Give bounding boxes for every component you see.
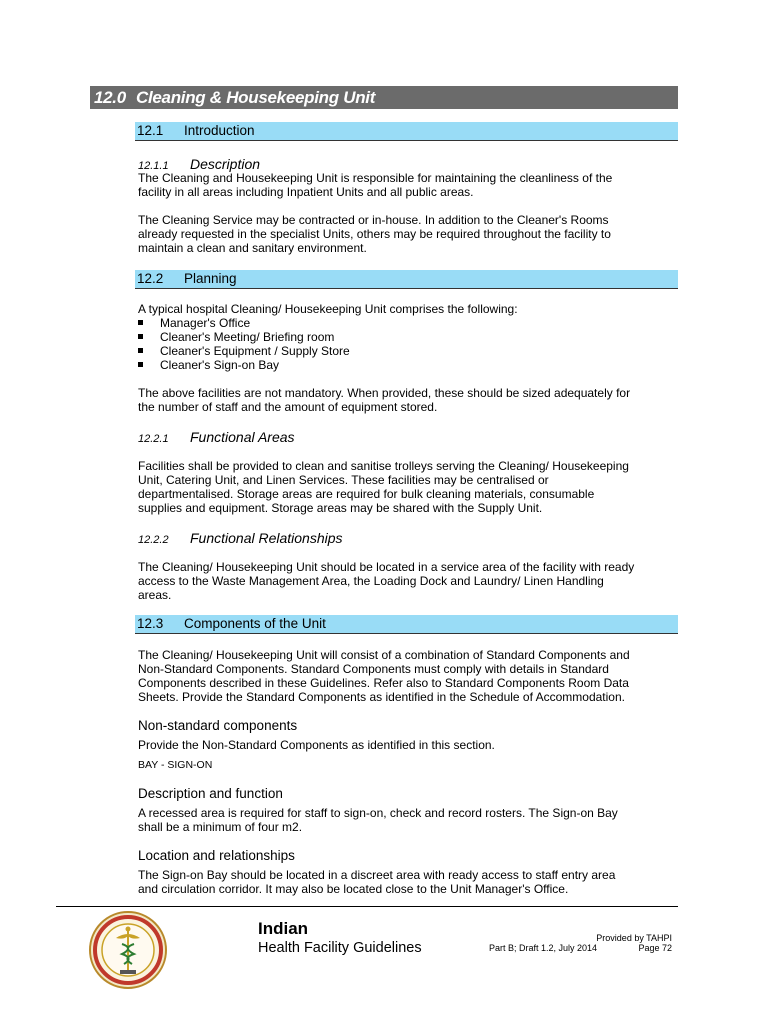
text-line: The Cleaning/ Housekeeping Unit should be located in a service area of the facility with ready (138, 560, 635, 574)
text-line: supplies and equipment. Storage areas may be shared with the Supply Unit. (138, 501, 543, 515)
text-line: The above facilities are not mandatory. When provided, these should be sized adequately for (138, 386, 631, 400)
chapter-number: 12.0 (94, 88, 126, 107)
subsection-title: Functional Relationships (190, 530, 343, 546)
text-line: maintain a clean and sanitary environment. (138, 241, 367, 255)
subsection-number: 12.2.2 (138, 534, 169, 546)
components-paragraph (138, 648, 678, 704)
bullet-icon (138, 362, 143, 367)
section-number: 12.1 (137, 123, 164, 138)
text-line: The Cleaning/ Housekeeping Unit will consist of a combination of Standard Components and (138, 648, 630, 662)
section-title: Planning (184, 271, 237, 286)
bay-sign-on-label: BAY - SIGN-ON (138, 759, 213, 771)
text-line: Facilities shall be provided to clean and sanitise trolleys serving the Cleaning/ Housekeeping (138, 459, 629, 473)
text-line: shall be a minimum of four m2. (138, 820, 303, 834)
subsection-number: 12.2.1 (138, 433, 169, 445)
chapter-title: Cleaning & Housekeeping Unit (136, 88, 376, 107)
nonstandard-components-heading: Non-standard components (138, 718, 298, 733)
section-12-3-header (135, 615, 678, 634)
text-line: Non-Standard Components. Standard Components must comply with details in Standard (138, 662, 609, 676)
section-number: 12.3 (137, 616, 164, 631)
planning-intro (138, 302, 678, 316)
section-title: Introduction (184, 123, 255, 138)
text-line: areas. (138, 588, 172, 602)
text-line: facility in all areas including Inpatient Units and all public areas. (138, 185, 474, 199)
footer-page-number: Page 72 (638, 943, 672, 953)
functional-areas-paragraph (138, 459, 678, 515)
text-line: Components described in these Guidelines. Refer also to Standard Components Room Data (138, 676, 629, 690)
text-line: and circulation corridor. It may also be located close to the Unit Manager's Office. (138, 882, 569, 896)
list-item (138, 330, 678, 344)
bullet-icon (138, 320, 143, 325)
text-line: departmentalised. Storage areas are required for bulk cleaning materials, consumable (138, 487, 595, 501)
text-line: A recessed area is required for staff to sign-on, check and record rosters. The Sign-on Bay (138, 806, 618, 820)
text-line: Sheets. Provide the Standard Components as identified in the Schedule of Accommodation. (138, 690, 625, 704)
section-12-1-header (135, 122, 678, 141)
list-item-text: Cleaner's Meeting/ Briefing room (160, 330, 335, 344)
section-title: Components of the Unit (184, 616, 326, 631)
subsection-number: 12.1.1 (138, 160, 169, 172)
footer-draft-info: Part B; Draft 1.2, July 2014 (489, 943, 598, 953)
functional-relationships-paragraph (138, 560, 678, 602)
text-line: the number of staff and the amount of equipment stored. (138, 400, 438, 414)
description-function-heading: Description and function (138, 786, 283, 801)
list-item-text: Cleaner's Equipment / Supply Store (160, 344, 350, 358)
list-item (138, 344, 678, 358)
subsection-title: Functional Areas (190, 429, 295, 445)
list-item (138, 358, 678, 372)
chapter-header (90, 86, 678, 109)
text-line: A typical hospital Cleaning/ Housekeeping Unit comprises the following: (138, 302, 518, 316)
bullet-icon (138, 348, 143, 353)
nonstandard-components-text (138, 738, 678, 752)
footer-org-name: Indian (258, 919, 309, 938)
section-number: 12.2 (137, 271, 164, 286)
text-line: The Cleaning and Housekeeping Unit is responsible for maintaining the cleanliness of the (138, 171, 613, 185)
footer-divider (56, 906, 678, 907)
planning-note (138, 386, 678, 414)
description-paragraph-1 (138, 171, 678, 199)
location-relationships-text (138, 868, 678, 896)
description-function-text (138, 806, 678, 834)
text-line: Provide the Non-Standard Components as identified in this section. (138, 738, 495, 752)
bullet-icon (138, 334, 143, 339)
list-item-text: Manager's Office (160, 316, 251, 330)
section-12-2-header (135, 270, 678, 289)
footer-provided-by: Provided by TAHPI (596, 933, 672, 943)
list-item (138, 316, 678, 330)
caduceus-seal-icon (84, 910, 172, 990)
text-line: The Cleaning Service may be contracted or in-house. In addition to the Cleaner's Rooms (138, 213, 609, 227)
description-paragraph-2 (138, 213, 678, 255)
text-line: Unit, Catering Unit, and Linen Services. These facilities may be centralised or (138, 473, 549, 487)
text-line: access to the Waste Management Area, the Loading Dock and Laundry/ Linen Handling (138, 574, 604, 588)
subsection-title: Description (190, 156, 261, 172)
text-line: The Sign-on Bay should be located in a discreet area with ready access to staff entry area (138, 868, 616, 882)
planning-list (138, 316, 678, 372)
location-relationships-heading: Location and relationships (138, 848, 295, 863)
text-line: already requested in the specialist Units, others may be required throughout the facility to (138, 227, 611, 241)
footer-guideline-title: Health Facility Guidelines (258, 940, 422, 956)
list-item-text: Cleaner's Sign-on Bay (160, 358, 280, 372)
